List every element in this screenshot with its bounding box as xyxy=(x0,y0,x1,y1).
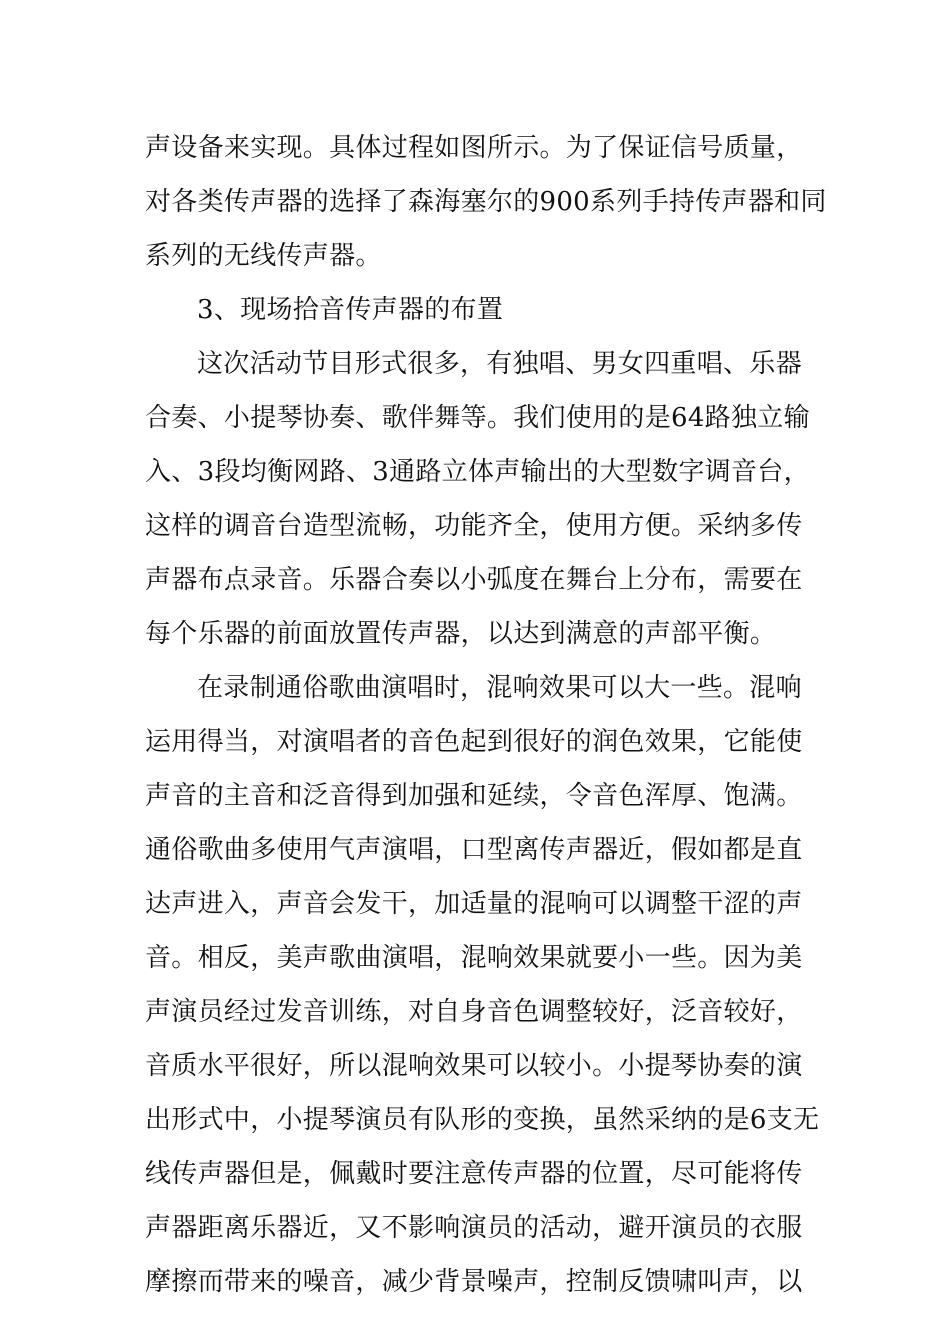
body-line: 每个乐器的前面放置传声器，以达到满意的声部平衡。 xyxy=(145,619,777,649)
body-line: 达声进入，声音会发干，加适量的混响可以调整干涩的声 xyxy=(145,889,803,919)
document-body xyxy=(145,128,827,1316)
body-line: 线传声器但是，佩戴时要注意传声器的位置，尽可能将传 xyxy=(145,1159,803,1189)
body-line: 系列的无线传声器。 xyxy=(145,241,382,271)
body-line: 出形式中，小提琴演员有队形的变换，虽然采纳的是6支无 xyxy=(145,1105,820,1135)
body-line: 入、3段均衡网路、3通路立体声输出的大型数字调音台， xyxy=(145,457,810,487)
body-line: 声设备来实现。具体过程如图所示。为了保证信号质量， xyxy=(145,133,803,163)
body-line: 声演员经过发音训练，对自身音色调整较好，泛音较好， xyxy=(145,997,803,1027)
paragraph-first-line: 在录制通俗歌曲演唱时，混响效果可以大一些。混响 xyxy=(197,673,802,703)
body-line: 声器距离乐器近，又不影响演员的活动，避开演员的衣服 xyxy=(145,1213,803,1243)
body-line: 声音的主音和泛音得到加强和延续，令音色浑厚、饱满。 xyxy=(145,781,803,811)
body-line: 音。相反，美声歌曲演唱，混响效果就要小一些。因为美 xyxy=(145,943,803,973)
body-line: 这样的调音台造型流畅，功能齐全，使用方便。采纳多传 xyxy=(145,511,803,541)
body-line: 运用得当，对演唱者的音色起到很好的润色效果，它能使 xyxy=(145,727,803,757)
body-line: 合奏、小提琴协奏、歌伴舞等。我们使用的是64路独立输 xyxy=(145,403,810,433)
body-line: 对各类传声器的选择了森海塞尔的900系列手持传声器和同 xyxy=(145,187,827,217)
body-line: 音质水平很好，所以混响效果可以较小。小提琴协奏的演 xyxy=(145,1051,803,1081)
body-line: 声器布点录音。乐器合奏以小弧度在舞台上分布，需要在 xyxy=(145,565,803,595)
paragraph-first-line: 这次活动节目形式很多，有独唱、男女四重唱、乐器 xyxy=(197,349,802,379)
body-line: 通俗歌曲多使用气声演唱，口型离传声器近，假如都是直 xyxy=(145,835,803,865)
body-line: 摩擦而带来的噪音，减少背景噪声，控制反馈啸叫声，以 xyxy=(145,1267,803,1297)
section-heading: 3、现场拾音传声器的布置 xyxy=(197,295,504,325)
